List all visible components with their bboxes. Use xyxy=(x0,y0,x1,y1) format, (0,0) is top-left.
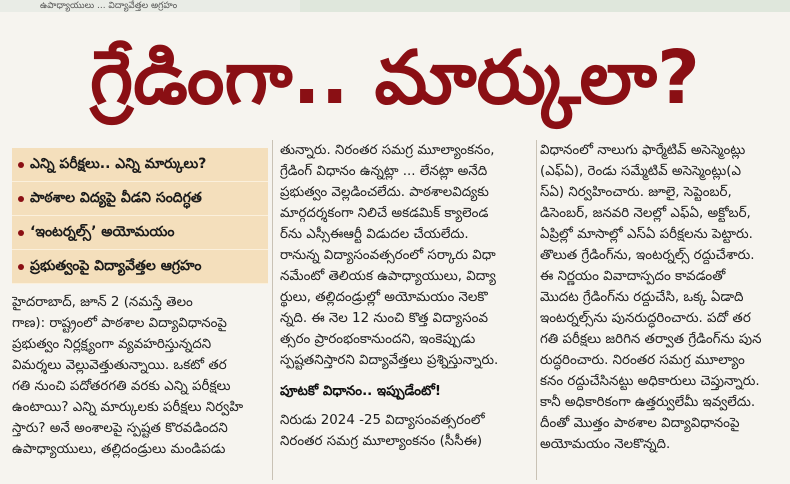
text-line: కానీ అధికారికంగా ఉత్తర్వులేమీ ఇవ్వలేదు. xyxy=(540,395,756,410)
text-line: ర్థులు, తల్లిదండ్రుల్లో అయోమయం నెలకొ xyxy=(280,290,488,305)
highlight-text: ‘ఇంటర్నల్స్’ అయోమయం xyxy=(30,224,175,240)
text-line: స్తారు? అనే అంశాలపై స్పష్టత కొరవడిందని xyxy=(12,421,228,436)
text-line: రుద్ధరించారు. నిరంతర సమగ్ర మూల్యాం xyxy=(540,353,745,368)
text-line: గాణ): రాష్ట్రంలో పాఠశాల విద్యావిధానంపై xyxy=(12,316,227,331)
text-line: తొలుత గ్రేడింగ్‌ను, ఇంటర్నల్స్ రద్దుచేశారు. xyxy=(540,248,755,263)
text-line: ఉపాధ్యాయులు, తల్లిదండ్రులు మండిపడు xyxy=(12,442,226,457)
text-line: హైదరాబాద్, జూన్ 2 (నమస్తే తెలం xyxy=(12,295,193,310)
text-line: తున్నారు. నిరంతర సమగ్ర మూల్యాంకనం, xyxy=(280,143,495,158)
subheading: పూటకో విధానం.. ఇప్పుడేంటో! xyxy=(280,384,441,399)
text-line: ఈ నిర్ణయం వివాదాస్పదం కావడంతో xyxy=(540,269,726,284)
highlight-item xyxy=(12,250,268,284)
text-line: రానున్న విద్యాసంవత్సరంలో సర్కారు విధా xyxy=(280,248,496,263)
text-line: స్ఏ) నిర్వహించారు. జూలై, సెప్టెంబర్, xyxy=(540,185,732,200)
highlight-item xyxy=(12,216,268,250)
bullet-icon xyxy=(18,162,24,168)
text-line: (ఎఫ్ఏ), రెండు సమ్మేటివ్ అసెస్మెంట్లు(ఎ xyxy=(540,164,742,179)
text-line: గతి నుంచి పదోతరగతి వరకు ఎన్ని పరీక్షలు xyxy=(12,379,231,394)
text-line: మొదట గ్రేడింగ్‌ను రద్దుచేసి, ఒక్క ఏడాది xyxy=(540,290,744,305)
article-column-1 xyxy=(12,292,268,460)
text-line: అయోమయం నెలకొన్నది. xyxy=(540,437,671,452)
bullet-icon xyxy=(18,196,24,202)
headline: గ్రేడింగా.. మార్కులా? xyxy=(90,35,700,121)
text-line: ఉంటాయి? ఎన్ని మార్కులకు పరీక్షలు నిర్వహి xyxy=(12,400,244,415)
top-strip-text: ఉపాధ్యాయులు ... విద్యావేత్తల అగ్రహం xyxy=(40,1,178,11)
highlight-text: ఎన్ని పరీక్షలు.. ఎన్ని మార్కులు? xyxy=(30,156,207,172)
text-line: ప్రభుత్వం నిర్లక్ష్యంగా వ్యవహరిస్తున్నదని xyxy=(12,337,212,352)
text-line: డిసెంబర్, జనవరి నెలల్లో ఎఫ్ఏ, అక్టోబర్, xyxy=(540,206,751,221)
article-column-3 xyxy=(540,140,784,455)
column-divider xyxy=(272,140,273,480)
text-line: స్పష్టతనిస్తారని విద్యావేత్తలు ప్రశ్నిస్తున్నారు. xyxy=(280,353,499,368)
text-line: ఇంటర్నల్స్‌ను పునరుద్ధరించారు. పదో తర xyxy=(540,311,751,326)
top-strip xyxy=(0,0,790,12)
text-line: విధానంలో నాలుగు ఫార్మేటివ్ అసెస్మెంట్లు xyxy=(540,143,746,158)
highlight-item xyxy=(12,148,268,182)
text-line: త్సరం ప్రారంభంకానుందని, ఇంకెప్పుడు xyxy=(280,332,476,347)
text-line: నిరంతర సమగ్ర మూల్యాంకనం (సీసీఈ) xyxy=(280,434,483,449)
text-line: ర్‌ను ఎస్సీఈఆర్టీ విడుదల చేయలేదు. xyxy=(280,227,469,242)
highlight-text: ప్రభుత్వంపై విద్యావేత్తల ఆగ్రహం xyxy=(30,258,202,274)
text-line: దీంతో మొత్తం పాఠశాల విద్యావిధానంపై xyxy=(540,416,740,431)
column-divider xyxy=(536,140,537,480)
top-strip-band xyxy=(300,0,790,12)
bullet-icon xyxy=(18,264,24,270)
text-line: కనం రద్దుచేసినట్టు అధికారులు చెప్తున్నారు. xyxy=(540,374,760,389)
article-column-2 xyxy=(280,140,532,452)
text-line: నమేంటో తెలియక ఉపాధ్యాయులు, విద్యా xyxy=(280,269,496,284)
text-line: ఏప్రిల్లో మాసాల్లో ఎస్ఏ పరీక్షలను పెట్టారు. xyxy=(540,227,753,242)
text-line: విమర్శలు వెల్లువెత్తుతున్నాయి. ఒకటో తర xyxy=(12,358,227,373)
highlight-text: పాఠశాల విద్యపై వీడని సందిగ్ధత xyxy=(30,190,202,206)
text-line: ప్రభుత్వం వెల్లడించలేదు. పాఠశాలవిద్యకు xyxy=(280,185,489,200)
text-line: గతి పరీక్షలు జరిగిన తర్వాత గ్రేడింగ్‌ను పున xyxy=(540,332,762,347)
highlights-box xyxy=(12,148,268,284)
bullet-icon xyxy=(18,230,24,236)
text-line: గ్రేడింగ్ విధానం ఉన్నట్లా ... లేనట్లా అనేది xyxy=(280,164,488,179)
text-line: న్నది. ఈ నెల 12 నుంచి కొత్త విద్యాసంవ xyxy=(280,311,488,326)
text-line: నిరుడు 2024 -25 విద్యాసంవత్సరంలో xyxy=(280,413,485,428)
text-line: మార్గదర్శకంగా నిలిచే అకడమిక్ క్యాలెండ xyxy=(280,206,489,221)
highlight-item xyxy=(12,182,268,216)
